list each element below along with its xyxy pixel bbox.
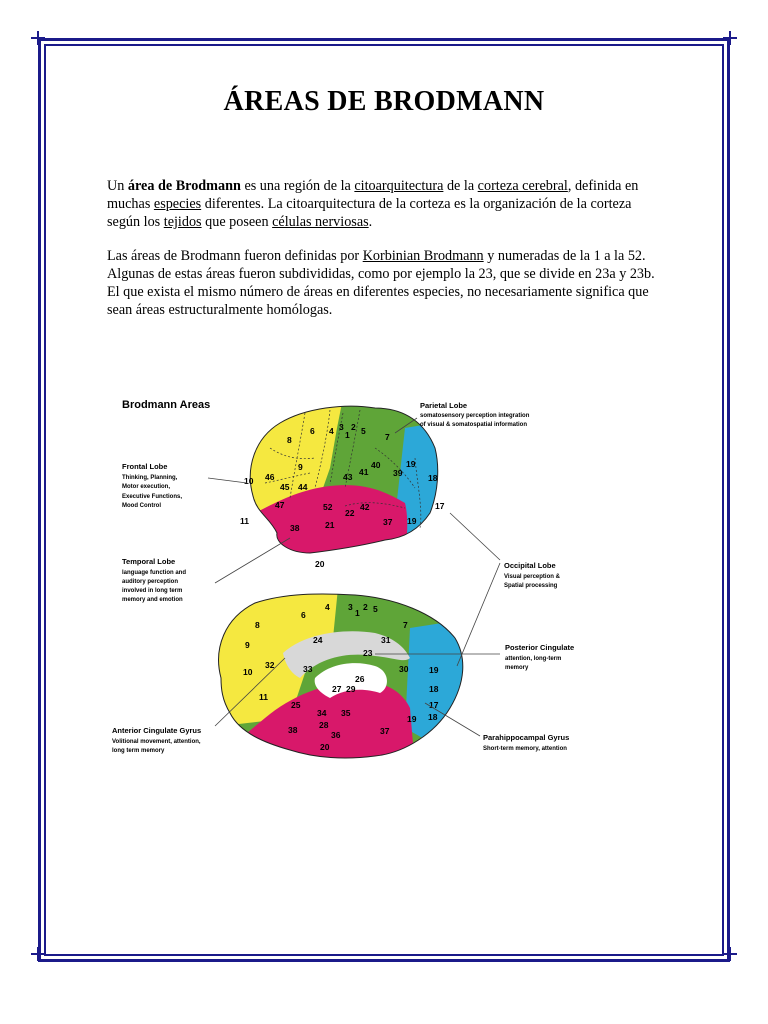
paragraph-history xyxy=(107,247,663,319)
border-corner-ornament xyxy=(31,31,45,45)
svg-text:17: 17 xyxy=(435,501,445,511)
text: de la xyxy=(443,178,478,194)
text: y numeradas de la 1 a la 52. Algunas de estas áreas fueron subdivididas, como por ejemplo la 23, que se divide en 23a y 23b. El que exista el mismo número de áreas en diferentes especies, no necesariamente significa que sean áreas estructuralmente homólogas. xyxy=(107,248,655,318)
label-posterior-cingulate xyxy=(505,643,574,671)
link-especies[interactable]: especies xyxy=(153,196,202,212)
link-corteza-cerebral[interactable]: corteza cerebral xyxy=(477,178,568,194)
label-desc: Mood Control xyxy=(122,503,161,509)
figure-heading: Brodmann Areas xyxy=(122,399,211,411)
svg-text:10: 10 xyxy=(243,667,253,677)
label-name: Frontal Lobe xyxy=(122,462,168,471)
label-name: Temporal Lobe xyxy=(122,557,176,566)
label-desc: of visual & somatospatial information xyxy=(420,422,528,428)
svg-text:6: 6 xyxy=(301,610,306,620)
label-desc: somatosensory perception integration xyxy=(420,413,530,419)
svg-text:5: 5 xyxy=(361,426,366,436)
svg-text:45: 45 xyxy=(280,482,290,492)
svg-text:1: 1 xyxy=(345,430,350,440)
link-tejidos[interactable]: tejidos xyxy=(163,214,202,230)
svg-text:25: 25 xyxy=(291,700,301,710)
svg-text:46: 46 xyxy=(265,472,275,482)
svg-text:31: 31 xyxy=(381,635,391,645)
svg-text:33: 33 xyxy=(303,664,313,674)
label-occipital-lobe xyxy=(504,561,561,589)
label-name: Parietal Lobe xyxy=(420,401,468,410)
label-desc: Spatial processing xyxy=(504,583,558,589)
svg-text:36: 36 xyxy=(331,730,341,740)
svg-text:9: 9 xyxy=(245,640,250,650)
svg-text:2: 2 xyxy=(363,602,368,612)
svg-text:41: 41 xyxy=(359,467,369,477)
label-desc: Short-term memory, attention xyxy=(483,746,567,752)
svg-text:1: 1 xyxy=(355,608,360,618)
border-corner-ornament xyxy=(31,947,45,961)
text: es una región de la xyxy=(240,178,355,194)
svg-text:8: 8 xyxy=(255,620,260,630)
svg-text:2: 2 xyxy=(351,422,356,432)
svg-text:35: 35 xyxy=(341,708,351,718)
svg-text:43: 43 xyxy=(343,472,353,482)
text: Un xyxy=(107,178,128,194)
svg-text:3: 3 xyxy=(348,602,353,612)
label-desc: involved in long term xyxy=(122,588,183,594)
svg-text:38: 38 xyxy=(290,523,300,533)
svg-text:7: 7 xyxy=(403,620,408,630)
medial-brain xyxy=(205,588,475,768)
label-desc: Visual perception & xyxy=(504,574,560,580)
svg-text:19: 19 xyxy=(407,714,417,724)
svg-text:29: 29 xyxy=(346,684,356,694)
page-title: ÁREAS DE BRODMANN xyxy=(223,86,545,117)
text: , definida en muchas xyxy=(107,178,639,212)
svg-text:24: 24 xyxy=(313,635,323,645)
text: diferentes. La citoarquitectura de la corteza es la organización de la corteza según los xyxy=(107,196,632,230)
svg-text:44: 44 xyxy=(298,482,308,492)
text: . xyxy=(368,214,373,230)
svg-text:38: 38 xyxy=(288,725,298,735)
svg-text:30: 30 xyxy=(399,664,409,674)
label-temporal-lobe xyxy=(122,557,186,603)
svg-text:22: 22 xyxy=(345,508,355,518)
svg-text:39: 39 xyxy=(393,468,403,478)
label-name: Parahippocampal Gyrus xyxy=(483,733,570,742)
svg-text:18: 18 xyxy=(428,473,438,483)
label-name: Posterior Cingulate xyxy=(505,643,575,652)
svg-text:19: 19 xyxy=(406,459,416,469)
label-desc: Volitional movement, attention, xyxy=(112,739,201,745)
label-desc: memory and emotion xyxy=(122,597,183,603)
label-desc: memory xyxy=(505,665,529,671)
svg-text:17: 17 xyxy=(429,700,439,710)
svg-text:4: 4 xyxy=(325,602,330,612)
svg-text:9: 9 xyxy=(298,462,303,472)
svg-text:26: 26 xyxy=(355,674,365,684)
svg-text:5: 5 xyxy=(373,604,378,614)
paragraph-intro xyxy=(107,177,663,231)
svg-text:47: 47 xyxy=(275,500,285,510)
label-name: Anterior Cingulate Gyrus xyxy=(112,726,202,735)
svg-text:11: 11 xyxy=(259,692,268,702)
label-desc: attention, long-term xyxy=(505,656,562,662)
svg-text:34: 34 xyxy=(317,708,327,718)
svg-text:8: 8 xyxy=(287,435,292,445)
label-desc: auditory perception xyxy=(122,579,179,585)
svg-text:18: 18 xyxy=(428,712,438,722)
svg-text:21: 21 xyxy=(325,520,335,530)
svg-text:18: 18 xyxy=(429,684,439,694)
svg-text:28: 28 xyxy=(319,720,329,730)
label-name: Occipital Lobe xyxy=(504,561,556,570)
link-korbinian-brodmann[interactable]: Korbinian Brodmann xyxy=(362,248,484,264)
link-citoarquitectura[interactable]: citoarquitectura xyxy=(354,178,444,194)
svg-text:11: 11 xyxy=(240,516,249,526)
svg-text:3: 3 xyxy=(339,422,344,432)
label-frontal-lobe xyxy=(122,462,182,509)
label-parahippocampal-gyrus xyxy=(483,733,569,752)
svg-text:37: 37 xyxy=(380,726,390,736)
svg-text:6: 6 xyxy=(310,426,315,436)
svg-text:20: 20 xyxy=(315,559,325,569)
label-desc: language function and xyxy=(122,570,186,576)
label-desc: Executive Functions, xyxy=(122,494,183,500)
brodmann-areas-figure xyxy=(105,388,615,768)
bold-term: área de Brodmann xyxy=(127,178,241,194)
label-parietal-lobe xyxy=(420,401,530,428)
svg-text:52: 52 xyxy=(323,502,333,512)
svg-text:10: 10 xyxy=(244,476,254,486)
label-desc: Thinking, Planning, xyxy=(122,475,178,481)
svg-text:20: 20 xyxy=(320,742,330,752)
label-anterior-cingulate-gyrus xyxy=(112,726,201,754)
svg-text:42: 42 xyxy=(360,502,370,512)
svg-text:37: 37 xyxy=(383,517,393,527)
svg-text:32: 32 xyxy=(265,660,275,670)
border-corner-ornament xyxy=(723,947,737,961)
border-corner-ornament xyxy=(723,31,737,45)
svg-text:23: 23 xyxy=(363,648,373,658)
svg-text:27: 27 xyxy=(332,684,342,694)
svg-text:19: 19 xyxy=(407,516,417,526)
svg-text:4: 4 xyxy=(329,426,334,436)
text: que poseen xyxy=(201,214,273,230)
svg-text:7: 7 xyxy=(385,432,390,442)
svg-text:19: 19 xyxy=(429,665,439,675)
label-desc: long term memory xyxy=(112,748,165,754)
text: Las áreas de Brodmann fueron definidas por xyxy=(107,248,363,264)
svg-text:40: 40 xyxy=(371,460,381,470)
label-desc: Motor execution, xyxy=(122,484,171,490)
link-celulas-nerviosas[interactable]: células nerviosas xyxy=(272,214,369,230)
